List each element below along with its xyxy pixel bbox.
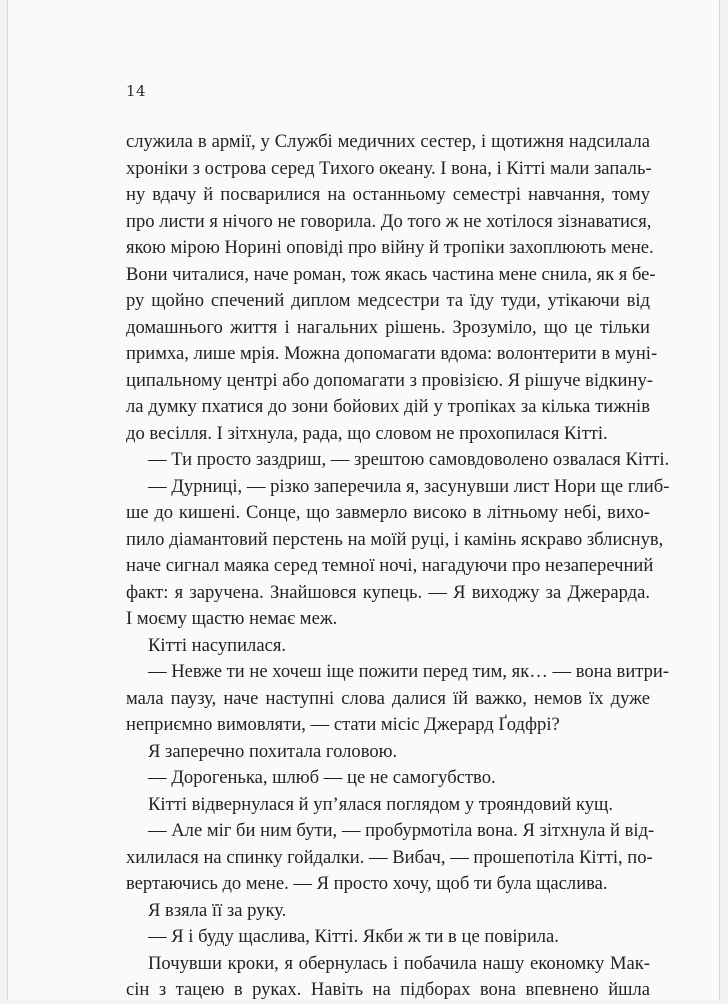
text-line: ше до кишені. Сонце, що завмерло високо в літньому небі, вихо- [126,502,650,523]
body-text [126,129,670,1004]
text-line: І моєму щастю немає меж. [126,608,338,629]
text-line: Я заперечно похитала головою. [148,740,398,762]
text-line: вертаючись до мене. — Я просто хочу, щоб ти була щаслива. [126,873,608,894]
text-line: Я взяла її за руку. [148,899,287,921]
text-line: — Дурниці, — різко заперечила я, засунувши лист Нори ще глиб- [148,475,670,497]
text-line: про листи я нічого не говорила. До того ж не хотілося зізнаватися, [126,210,652,232]
text-line: мала паузу, наче наступні слова далися їй важко, немов їх дуже [126,687,650,709]
text-line: примха, лише мрія. Можна допомагати вдома: волонтерити в муні- [126,343,658,364]
text-line: домашнього життя і нагальних рішень. Зрозуміло, що це тільки [126,316,650,338]
text-line: — Я і буду щаслива, Кітті. Якби ж ти в це повірила. [148,926,559,947]
text-line: ла думку пхатися до зони бойових дій у тропіках за кілька тижнів [126,396,650,417]
text-line: ну вдачу й посварилися на останньому семестрі навчання, тому [126,184,650,205]
text-line: хроніки з острова серед Тихого океану. І вона, і Кітті мали запаль- [126,157,652,179]
text-line: неприємно вимовляти, — стати місіс Джерард Ґодфрі? [126,714,560,735]
text-line: ципальному центрі або допомагати з провізією. Я рішуче відкину- [126,369,653,391]
text-line: якою мірою Норині оповіді про війну й тропіки захоплюють мене. [126,237,654,258]
text-line: пило діамантовий перстень на моїй руці, і камінь яскраво зблиснув, [126,528,664,550]
text-line: хилилася на спинку гойдалки. — Вибач, — прошепотіла Кітті, по- [126,846,653,868]
text-line: наче сигнал маяка серед темної ночі, нагадуючи про незаперечний [126,555,654,576]
text-line: сін з тацею в руках. Навіть на підборах вона впевнено йшла [126,979,650,1000]
text-line: служила в армії, у Службі медичних сестер, і щотижня надсилала [126,131,650,152]
page-number: 14 [126,82,147,100]
text-line: — Ти просто заздриш, — зрештою самовдоволено озвалася Кітті. [148,449,670,470]
text-line: — Дорогенька, шлюб — це не самогубство. [148,767,496,788]
text-line: Вони читалися, наче роман, тож якась частина мене снила, як я бе- [126,263,656,285]
text-line: — Але міг би ним бути, — пробурмотіла вона. Я зітхнула й від- [148,820,655,841]
text-line: до весілля. І зітхнула, рада, що словом не прохопилася Кітті. [126,422,608,444]
book-page [7,0,720,1000]
text-line: — Невже ти не хочеш іще пожити перед тим, як… — вона витри- [148,661,670,682]
text-line: факт: я заручена. Знайшовся купець. — Я виходжу за Джерарда. [126,581,650,603]
text-line: ру щойно спечений диплом медсестри та їду туди, утікаючи від [126,290,650,311]
text-line: Кітті відвернулася й уп’ялася поглядом у трояндовий кущ. [148,793,613,815]
text-line: Кітті насупилася. [148,634,287,656]
text-line: Почувши кроки, я обернулась і побачила нашу економку Мак- [148,952,650,974]
